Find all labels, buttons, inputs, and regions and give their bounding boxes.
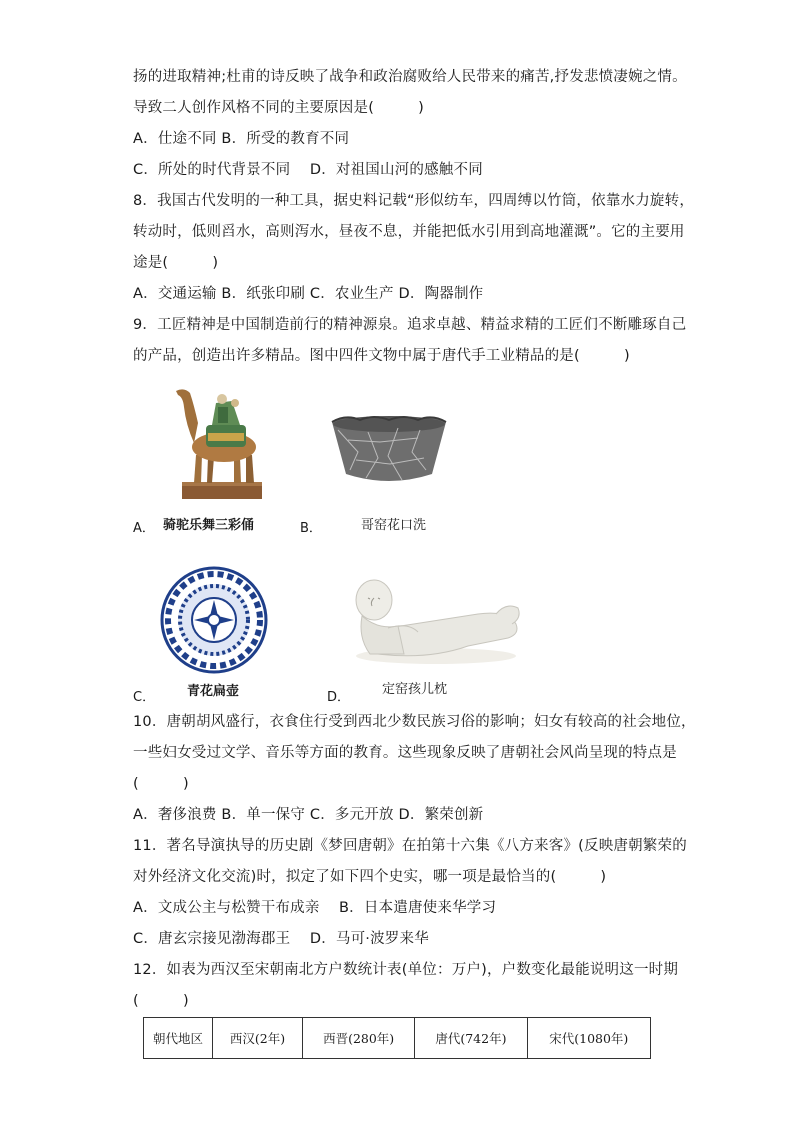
q10-stem-line-1: 10．唐朝胡风盛行，衣食住行受到西北少数民族习俗的影响；妇女有较高的社会地位， bbox=[133, 714, 696, 730]
q8-stem-line-2: 转动时，低则舀水，高则泻水，昼夜不息，并能把低水引用到高地灌溉”。它的主要用 bbox=[133, 224, 685, 240]
q9-option-c-caption: 青花扁壶 bbox=[187, 684, 240, 699]
table-header-row bbox=[144, 1018, 651, 1059]
q7-options-cd: C．所处的时代背景不同 D．对祖国山河的感触不同 bbox=[133, 162, 483, 178]
q11-options-ab: A．文成公主与松赞干布成亲 B．日本遣唐使来华学习 bbox=[133, 900, 497, 916]
q9-stem-line-1: 9．工匠精神是中国制造前行的精神源泉。追求卓越、精益求精的工匠们不断雕琢自己 bbox=[133, 317, 687, 333]
table-header-cell: 宋代(1080年) bbox=[527, 1018, 650, 1059]
blue-white-flask-image bbox=[160, 566, 268, 674]
q11-stem-line-2: 对外经济文化交流)时，拟定了如下四个史实，哪一项是最恰当的( ) bbox=[133, 869, 607, 885]
q8-stem-line-1: 8．我国古代发明的一种工具，据史料记载“形似纺车，四周缚以竹筒，依靠水力旋转， bbox=[133, 193, 695, 209]
table-header-cell: 朝代地区 bbox=[144, 1018, 213, 1059]
q9-option-d-caption: 定窑孩儿枕 bbox=[382, 682, 448, 697]
q10-stem-line-2: 一些妇女受过文学、音乐等方面的教育。这些现象反映了唐朝社会风尚呈现的特点是 bbox=[133, 745, 677, 761]
q9-option-b-caption: 哥窑花口洗 bbox=[361, 518, 427, 533]
q11-stem-line-1: 11．著名导演执导的历史剧《梦回唐朝》在拍第十六集《八方来客》(反映唐朝繁荣的 bbox=[133, 838, 687, 854]
table-header-cell: 唐代(742年) bbox=[415, 1018, 527, 1059]
q8-options: A．交通运输 B．纸张印刷 C．农业生产 D．陶器制作 bbox=[133, 286, 484, 302]
q10-stem-line-3: ( ) bbox=[133, 776, 189, 792]
q8-stem-line-3: 途是( ) bbox=[133, 255, 219, 271]
q7-stem-line-1: 扬的进取精神;杜甫的诗反映了战争和政治腐败给人民带来的痛苦,抒发悲愤凄婉之情。 bbox=[133, 69, 687, 85]
crackle-bowl-image bbox=[328, 412, 450, 488]
table-header-cell: 西汉(2年) bbox=[213, 1018, 303, 1059]
q10-options: A．奢侈浪费 B．单一保守 C．多元开放 D．繁荣创新 bbox=[133, 807, 484, 823]
q9-option-c-label: C． bbox=[133, 690, 156, 705]
q11-options-cd: C．唐玄宗接见渤海郡王 D．马可·波罗来华 bbox=[133, 931, 429, 947]
camel-figurine-image bbox=[172, 385, 267, 503]
household-stats-table bbox=[143, 1017, 651, 1059]
q9-option-a-label: A． bbox=[133, 521, 155, 536]
q7-stem-line-2: 导致二人创作风格不同的主要原因是( ) bbox=[133, 100, 425, 116]
q7-options-ab: A．仕途不同 B．所受的教育不同 bbox=[133, 131, 350, 147]
q9-option-b-label: B． bbox=[300, 521, 322, 536]
q9-option-d-label: D． bbox=[327, 690, 351, 705]
child-pillow-image bbox=[348, 568, 524, 668]
q12-stem-line-2: ( ) bbox=[133, 993, 189, 1009]
q12-stem-line-1: 12．如表为西汉至宋朝南北方户数统计表(单位：万户)，户数变化最能说明这一时期 bbox=[133, 962, 679, 978]
q9-option-a-caption: 骑驼乐舞三彩俑 bbox=[163, 518, 255, 533]
q9-stem-line-2: 的产品，创造出许多精品。图中四件文物中属于唐代手工业精品的是( ) bbox=[133, 348, 630, 364]
table-header-cell: 西晋(280年) bbox=[302, 1018, 414, 1059]
